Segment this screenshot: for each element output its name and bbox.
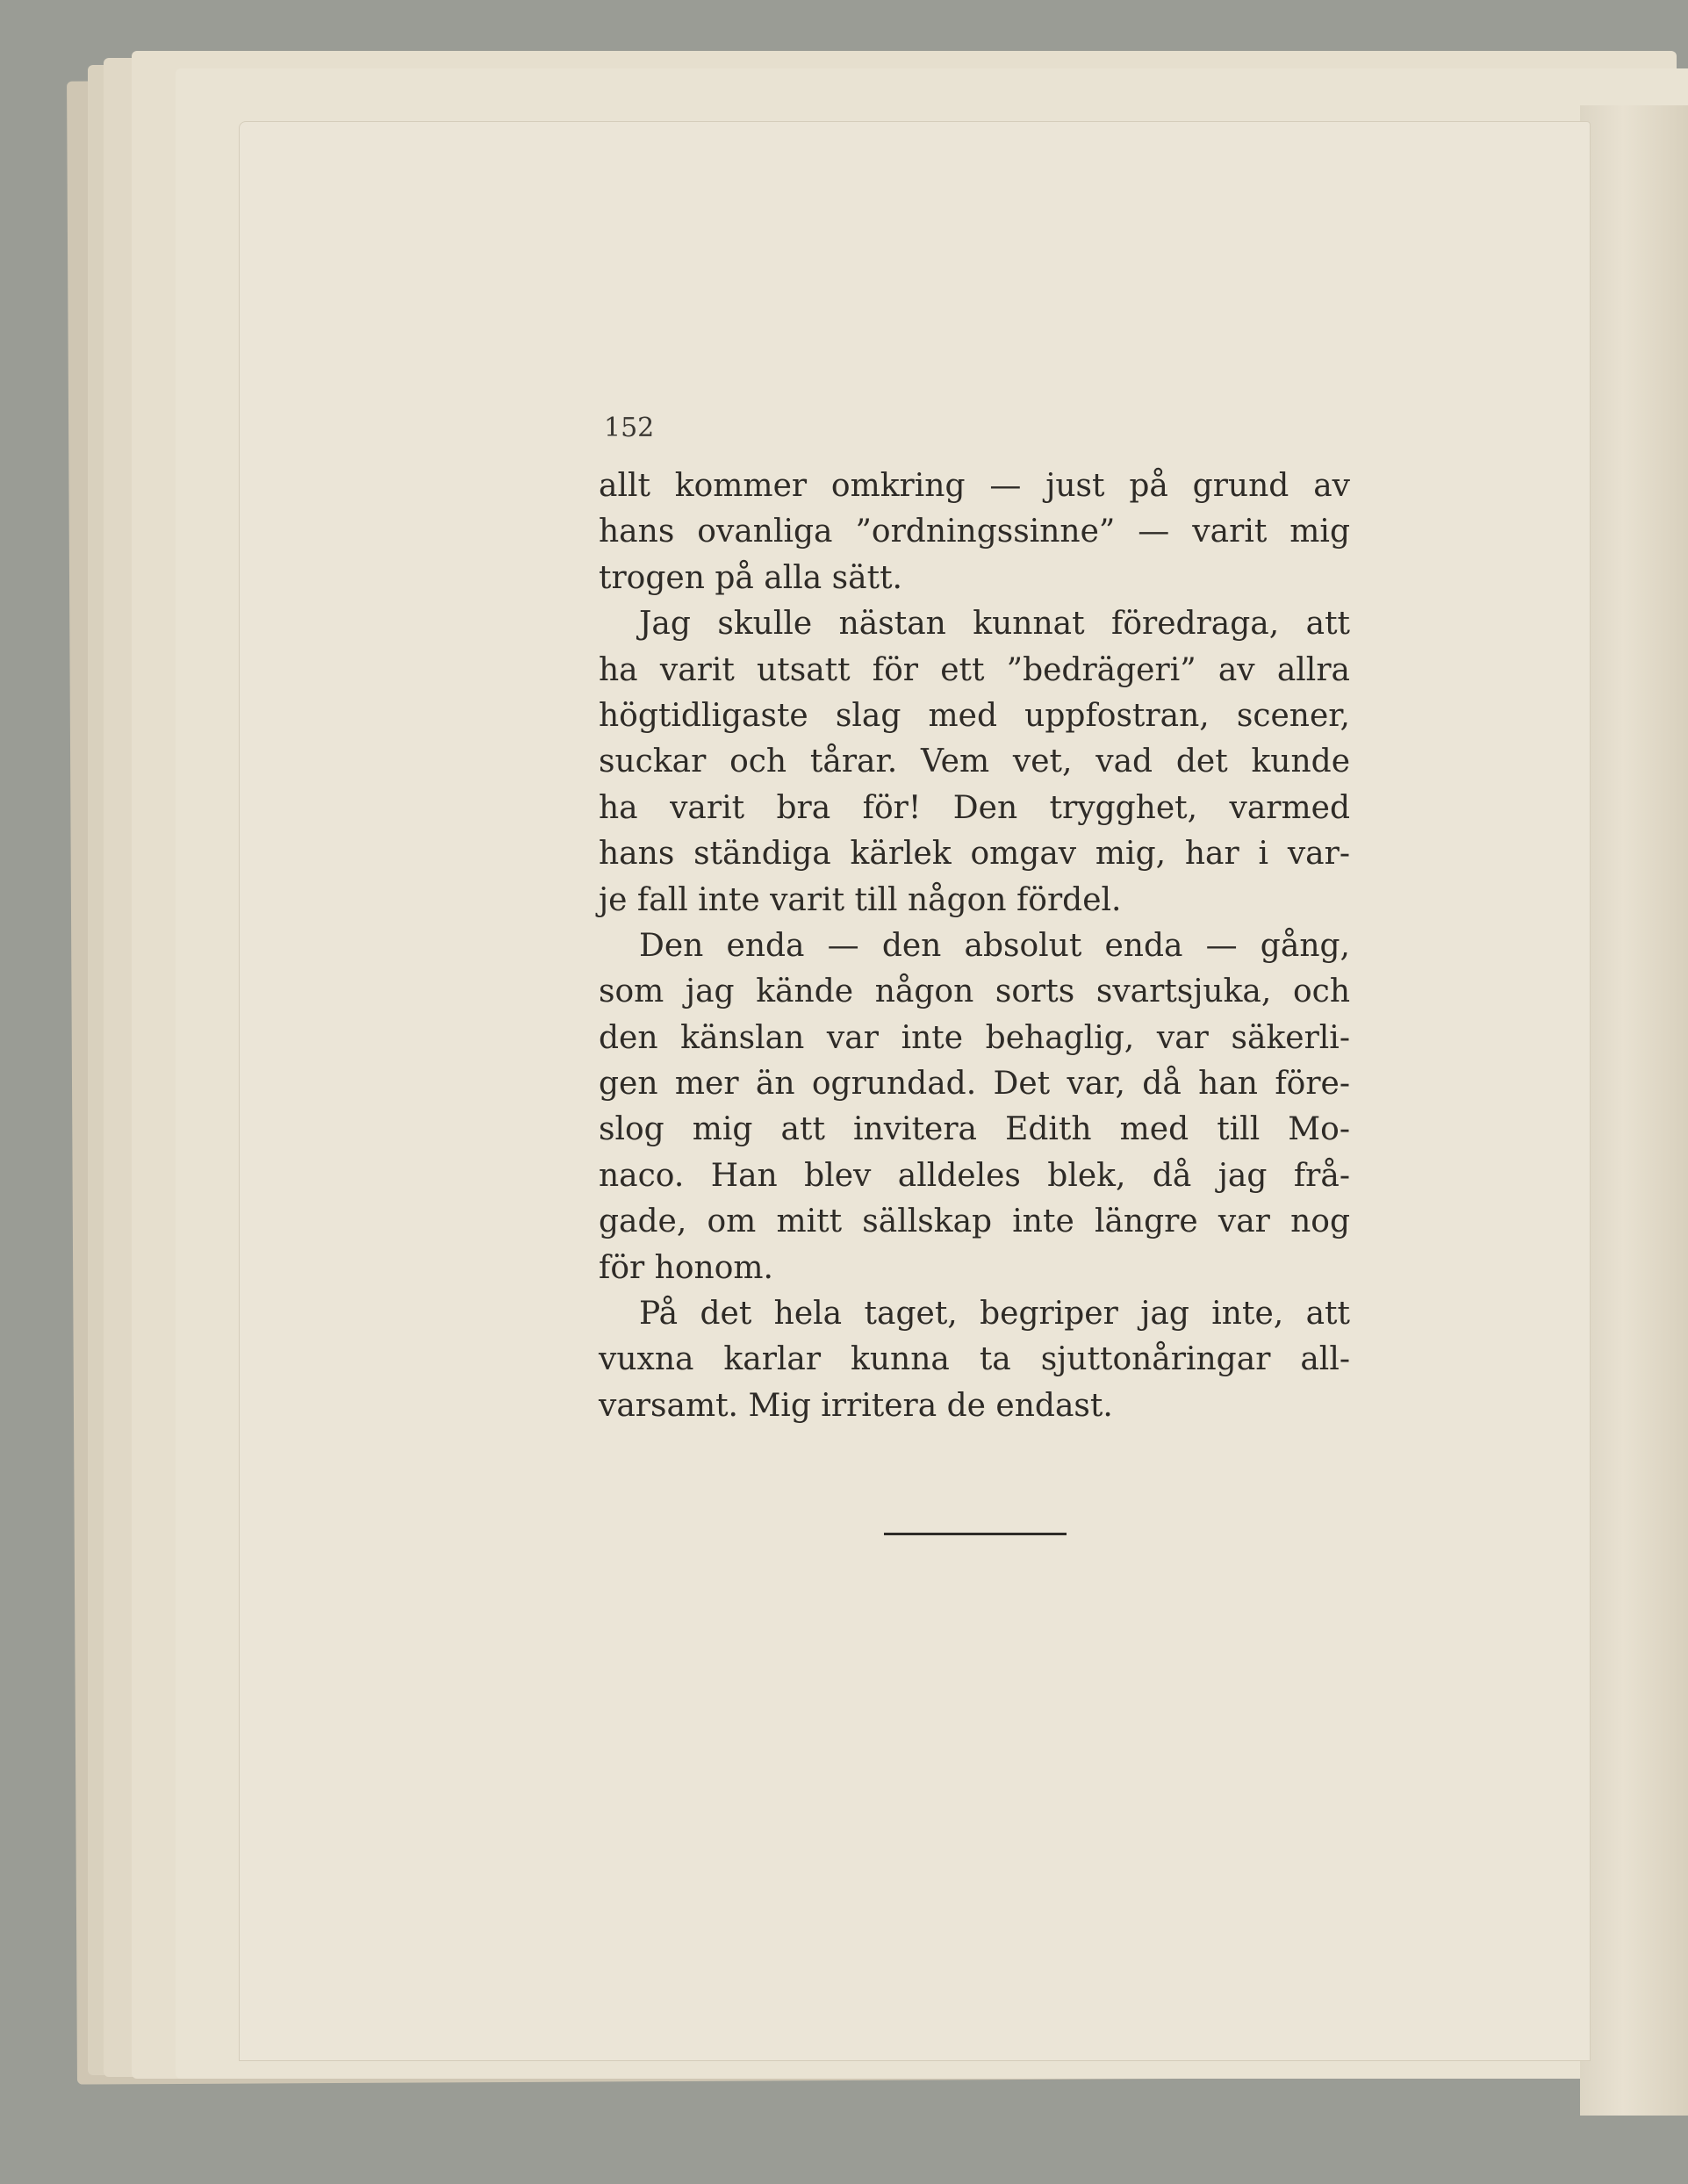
text-line: På det hela taget, begriper jag inte, att (639, 1296, 1350, 1333)
body-text (599, 463, 1350, 1429)
text-line: suckar och tårar. Vem vet, vad det kunde (599, 744, 1350, 780)
text-line: Jag skulle nästan kunnat föredraga, att (639, 606, 1350, 643)
text-line: som jag kände någon sorts svartsjuka, och (599, 973, 1350, 1010)
text-line: allt kommer omkring — just på grund av (599, 468, 1350, 504)
text-line: hans ovanliga ”ordningssinne” — varit mig (599, 514, 1350, 550)
facing-page-edge (1580, 105, 1688, 2116)
text-line: naco. Han blev alldeles blek, då jag frå- (599, 1157, 1350, 1194)
text-line: slog mig att invitera Edith med till Mo- (599, 1111, 1350, 1148)
text-line: vuxna karlar kunna ta sjuttonåringar all- (599, 1341, 1350, 1378)
text-line: ha varit utsatt för ett ”bedrägeri” av allra (599, 651, 1350, 688)
text-line: gade, om mitt sällskap inte längre var nog (599, 1203, 1350, 1240)
section-end-rule (884, 1533, 1067, 1535)
text-line: högtidligaste slag med uppfostran, scener, (599, 697, 1350, 734)
text-line: den känslan var inte behaglig, var säkerli- (599, 1019, 1350, 1056)
text-line: varsamt. Mig irritera de endast. (599, 1387, 1113, 1424)
text-line: je fall inte varit till någon fördel. (599, 881, 1122, 918)
text-line: för honom. (599, 1249, 773, 1286)
text-line: Den enda — den absolut enda — gång, (639, 927, 1350, 964)
text-line: trogen på alla sätt. (599, 559, 902, 596)
text-line: hans ständiga kärlek omgav mig, har i var- (599, 836, 1350, 873)
text-line: ha varit bra för! Den trygghet, varmed (599, 789, 1350, 826)
page-number: 152 (604, 413, 655, 443)
text-line: gen mer än ogrundad. Det var, då han före- (599, 1066, 1350, 1103)
